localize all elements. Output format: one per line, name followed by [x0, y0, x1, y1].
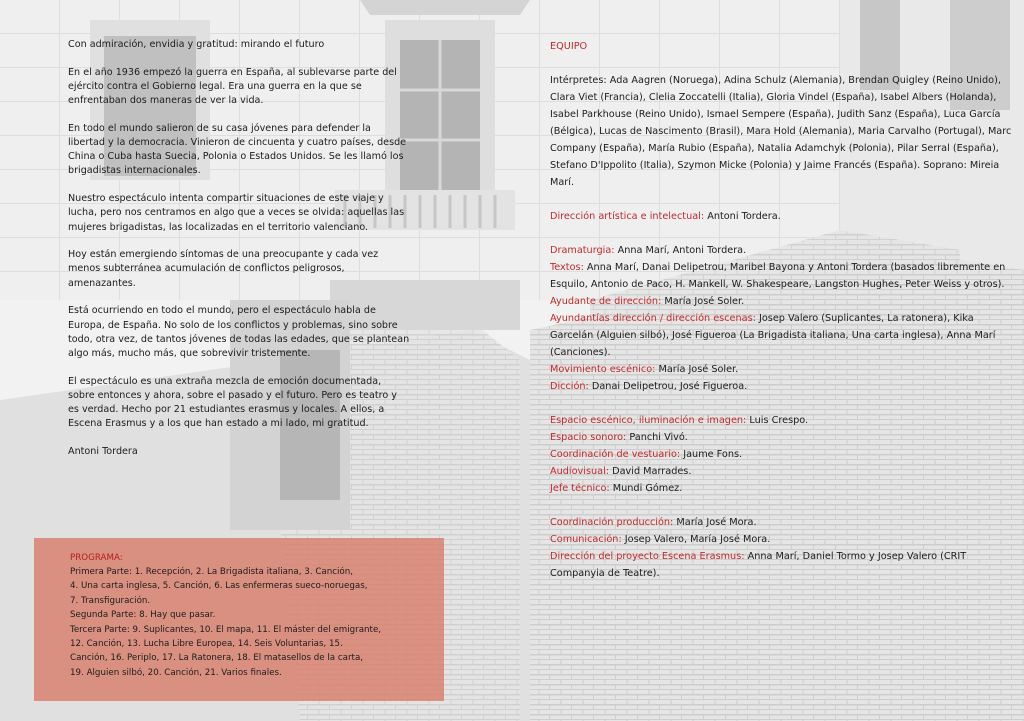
programa-line: 4. Una carta inglesa, 5. Canción, 6. Las enfermeras sueco-noruegas,: [70, 581, 368, 592]
credit-names: Antoni Tordera.: [704, 211, 781, 222]
credit-role: Dirección del proyecto Escena Erasmus:: [550, 551, 745, 562]
credit-block: [550, 514, 1012, 582]
intro-paragraph-4: Hoy están emergiendo síntomas de una preocupante y cada vez menos subterránea acumulación de conflictos peligrosos, amenazantes.: [68, 249, 379, 289]
credit-names: Danai Delipetrou, José Figueroa.: [588, 381, 748, 392]
credit-line: [550, 378, 1012, 395]
credit-names: Anna Marí, Antoni Tordera.: [614, 245, 747, 256]
intro-paragraph-3: Nuestro espectáculo intenta compartir situaciones de este viaje y lucha, pero nos centramos en algo que a veces se olvida: aquellas las mujeres brigadistas, las localizadas en el territorio valenciano.: [68, 193, 405, 233]
credit-line: [550, 531, 1012, 548]
programa-line: 7. Transfiguración.: [70, 595, 151, 606]
programa-title: PROGRAMA:: [70, 553, 123, 563]
credit-role: Dirección artística e intelectual:: [550, 211, 705, 222]
signature: Antoni Tordera: [68, 445, 138, 457]
credit-role: Comunicación:: [550, 534, 622, 545]
intro-paragraph-1: En el año 1936 empezó la guerra en España, al sublevarse parte del ejército contra el Gobierno legal. Era una guerra en la que se enfrentaban dos maneras de ver la vida.: [68, 66, 397, 107]
programa-line: 12. Canción, 13. Lucha Libre Europea, 14. Seis Voluntarias, 15.: [70, 639, 343, 650]
programa-line: Tercera Parte: 9. Suplicantes, 10. El mapa, 11. El máster del emigrante,: [70, 624, 382, 635]
interpretes: Intérpretes: Ada Aagren (Noruega), Adina Schulz (Alemania), Brendan Quigley (Reino Unido), Clara Viet (Francia), Clelia Zoccatelli (Italia), Gloria Vindel (España), Isabel Albers (Holanda), Isabel Parkhouse (Reino Unido), Ismael Sempere (España), Judith Sanz (España), Luca García (Bélgica), Lucas de Nascimento (Brasil), Mara Hold (Alemania), Maria Carvalho (Portugal), Marc Company (España), María Rubio (España), Natalia Adamchyk (Polonia), Pilar Serral (España), Stefano D'Ippolito (Italia), Szymon Micke (Polonia) y Jaime Francés (España). Soprano: Mireia Marí.: [550, 75, 1012, 188]
credit-line: [550, 310, 1012, 361]
programa-line: Primera Parte: 1. Recepción, 2. La Brigadista italiana, 3. Canción,: [70, 567, 353, 577]
credit-role: Coordinación producción:: [550, 517, 674, 528]
credit-role: Coordinación de vestuario:: [550, 449, 681, 460]
credit-names: Panchi Vivó.: [626, 432, 688, 443]
credit-line: [550, 429, 1012, 446]
credit-line: [550, 548, 1012, 582]
credit-role: Espacio escénico, iluminación e imagen:: [550, 415, 747, 426]
credit-role: Ayundantías dirección / dirección escenas:: [550, 313, 756, 324]
credit-names: Anna Marí, Danai Delipetrou, Maribel Bayona y Antoni Tordera (basados libremente en Esquilo, Antonio de Paco, H. Mankell, W. Shakespeare, Langston Hughes, Peter Weiss y otros).: [550, 262, 1006, 290]
equipo-title: EQUIPO: [550, 41, 588, 52]
credit-names: Anna Marí, Daniel Tormo y Josep Valero (CRIT Companyia de Teatre).: [550, 551, 967, 579]
programa-box: [34, 538, 444, 701]
credit-names: Josep Valero, María José Mora.: [621, 534, 771, 545]
credit-names: David Marrades.: [609, 466, 692, 477]
credit-line: [550, 446, 1012, 463]
credit-line: [550, 259, 1012, 293]
programa-line: Segunda Parte: 8. Hay que pasar.: [70, 610, 216, 621]
credit-role: Jefe técnico:: [550, 483, 610, 494]
credit-names: María José Mora.: [673, 517, 757, 528]
credit-line: [550, 514, 1012, 531]
credit-line: [550, 412, 1012, 429]
intro-paragraph-6: El espectáculo es una extraña mezcla de emoción documentada, sobre entonces y ahora, sobre el pasado y el futuro. Pero es teatro y es verdad. Hecho por 21 estudiantes erasmus y locales. A ellos, a Escena Erasmus y a los que han estado a mi lado, mi gratitud.: [68, 375, 397, 430]
programa-line: Canción, 16. Periplo, 17. La Ratonera, 18. El matasellos de la carta,: [70, 653, 364, 664]
intro-paragraph-2: En todo el mundo salieron de su casa jóvenes para defender la libertad y la democracia. Vinieron de cincuenta y cuatro países, desde China o Cuba hasta Suecia, Polonia o Estados Unidos. Se les llamó los brigadistas internacionales.: [68, 122, 407, 177]
credit-line: [550, 480, 1012, 497]
intro-heading: Con admiración, envidia y gratitud: mirando el futuro: [68, 39, 325, 50]
credit-role: Textos:: [550, 262, 584, 273]
credit-names: María José Soler.: [661, 296, 745, 307]
credit-block: [550, 412, 1012, 497]
credit-names: Jaume Fons.: [680, 449, 743, 460]
credit-blocks: [550, 208, 1012, 582]
credit-names: Mundi Gómez.: [609, 483, 683, 494]
credit-names: María José Soler.: [655, 364, 739, 375]
credit-role: Ayudante de dirección:: [550, 296, 662, 307]
credit-line: [550, 208, 1012, 225]
credit-role: Dicción:: [550, 381, 589, 392]
credit-line: [550, 242, 1012, 259]
credit-role: Espacio sonoro:: [550, 432, 627, 443]
intro-text: [68, 38, 410, 473]
credit-names: Josep Valero (Suplicantes, La ratonera), Kika Garcelán (Alguien silbó), José Figueroa (La Brigadista italiana, Una carta inglesa), Anna Marí (Canciones).: [550, 313, 996, 358]
credit-block: [550, 242, 1012, 395]
credit-role: Movimiento escénico:: [550, 364, 656, 375]
credit-line: [550, 361, 1012, 378]
credits: [550, 38, 1012, 599]
credit-line: [550, 293, 1012, 310]
credit-line: [550, 463, 1012, 480]
programa-line: 19. Alguien silbó, 20. Canción, 21. Varios finales.: [70, 667, 282, 678]
credit-names: Luis Crespo.: [746, 415, 809, 426]
credit-role: Audiovisual:: [550, 466, 610, 477]
intro-paragraph-5: Está ocurriendo en todo el mundo, pero el espectáculo habla de Europa, de España. No solo de los conflictos y problemas, sino sobre todo, otra vez, de tantos jóvenes de todas las edades, que se plantean algo más, mucho más, que sobrevivir tristemente.: [68, 305, 410, 359]
credit-block: [550, 208, 1012, 225]
credit-role: Dramaturgia:: [550, 245, 615, 256]
